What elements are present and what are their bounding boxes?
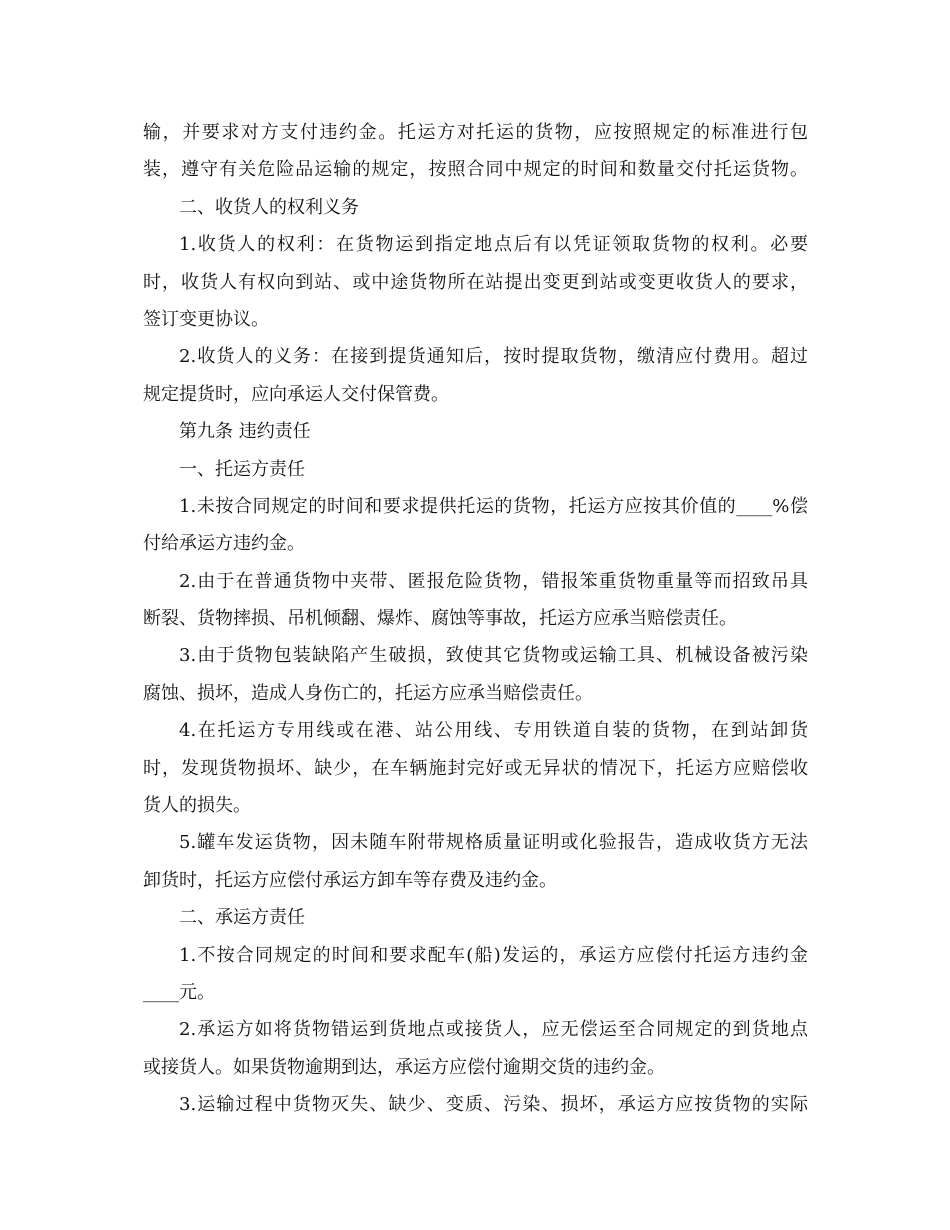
text-line: 3.运输过程中货物灭失、缺少、变质、污染、损坏，承运方应按货物的实际 [179,1094,808,1116]
article-heading: 第九条 违约责任 [179,421,311,443]
text-line: 或接货人。如果货物逾期到达，承运方应偿付逾期交货的违约金。 [143,1056,665,1078]
section-heading: 二、收货人的权利义务 [179,196,359,218]
text-line: 付给承运方违约金。 [143,533,305,555]
text-line: 装，遵守有关危险品运输的规定，按照合同中规定的时间和数量交付托运货物。 [143,159,808,181]
text-line: 规定提货时，应向承运人交付保管费。 [143,383,449,405]
text-line: ____元。 [143,981,215,1003]
text-line: 4.在托运方专用线或在港、站公用线、专用铁道自装的货物，在到站卸货 [179,720,808,742]
text-line: 腐蚀、损坏，造成人身伤亡的，托运方应承当赔偿责任。 [143,682,593,704]
text-line: 2.收货人的义务：在接到提货通知后，按时提取货物，缴清应付费用。超过 [179,346,808,368]
text-line: 3.由于货物包装缺陷产生破损，致使其它货物或运输工具、机械设备被污染 [179,645,808,667]
text-line: 时，收货人有权向到站、或中途货物所在站提出变更到站或变更收货人的要求， [143,271,808,293]
text-line: 时，发现货物损坏、缺少，在车辆施封完好或无异状的情况下，托运方应赔偿收 [143,757,808,779]
text-line: 断裂、货物摔损、吊机倾翻、爆炸、腐蚀等事故，托运方应承当赔偿责任。 [143,608,737,630]
text-line: 签订变更协议。 [143,308,269,330]
section-heading: 二、承运方责任 [179,907,305,929]
section-heading: 一、托运方责任 [179,458,305,480]
text-line: 输，并要求对方支付违约金。托运方对托运的货物，应按照规定的标准进行包 [143,122,808,143]
text-line: 货人的损失。 [143,795,251,817]
text-line: 1.收货人的权利：在货物运到指定地点后有以凭证领取货物的权利。必要 [179,234,808,256]
text-line: 1.不按合同规定的时间和要求配车(船)发运的，承运方应偿付托运方违约金 [179,944,808,966]
text-line: 1.未按合同规定的时间和要求提供托运的货物，托运方应按其价值的____%偿 [179,495,808,517]
contract-text [143,114,808,1124]
text-line: 2.承运方如将货物错运到货地点或接货人，应无偿运至合同规定的到货地点 [179,1019,808,1041]
text-line: 卸货时，托运方应偿付承运方卸车等存费及违约金。 [143,869,557,891]
text-line: 2.由于在普通货物中夹带、匿报危险货物，错报笨重货物重量等而招致吊具 [179,570,808,592]
text-line: 5.罐车发运货物，因未随车附带规格质量证明或化验报告，造成收货方无法 [179,832,808,854]
